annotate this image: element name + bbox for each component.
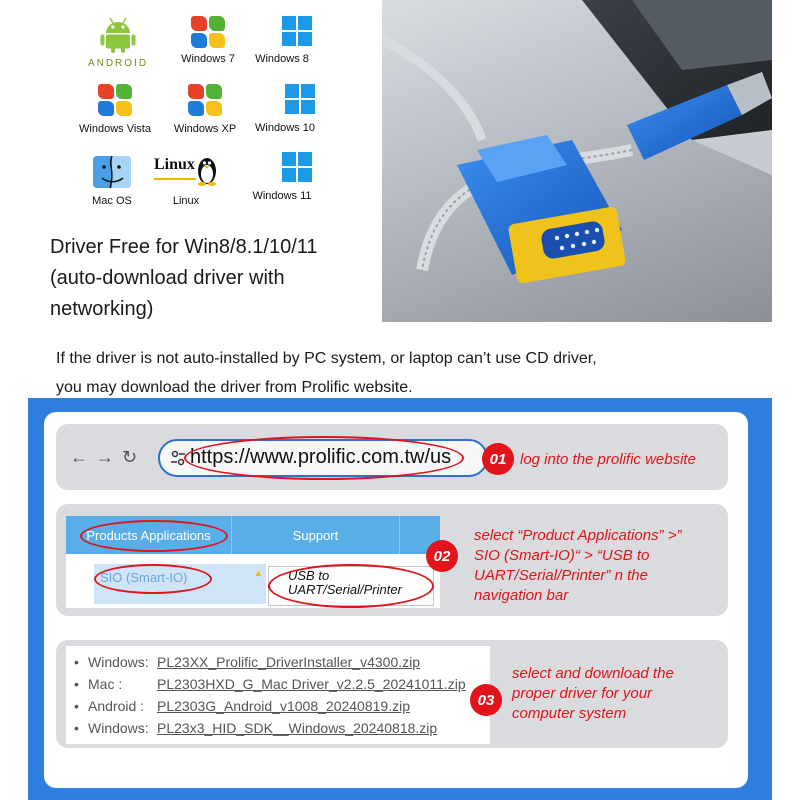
back-arrow-icon[interactable]: ←: [70, 447, 88, 467]
step-number-badge: 02: [426, 540, 458, 572]
linux-tux-icon: [196, 154, 218, 186]
windows-xp-icon: [188, 84, 222, 116]
uart-label-line: UART/Serial/Printer: [288, 582, 402, 597]
download-os: Android :: [88, 698, 145, 714]
submenu-sio-label[interactable]: SIO (Smart-IO): [100, 570, 188, 585]
os-windows-vista: [70, 80, 160, 142]
download-os: Windows:: [88, 654, 149, 670]
os-label: Windows 7: [181, 53, 235, 65]
sio-highlight: [94, 564, 212, 594]
bullet: •: [74, 654, 79, 670]
driver-free-line: networking): [50, 298, 154, 320]
bullet: •: [74, 676, 79, 692]
download-link[interactable]: PL2303G_Android_v1008_20240819.zip: [157, 698, 410, 714]
notice-line: you may download the driver from Prolific website.: [56, 379, 413, 396]
address-url[interactable]: https://www.prolific.com.tw/us: [190, 446, 452, 468]
windows7-icon: [191, 16, 225, 48]
step-number-badge: 01: [482, 443, 514, 475]
os-windows7: [168, 10, 248, 72]
step3-line: proper driver for your: [512, 685, 653, 702]
download-link[interactable]: PL23x3_HID_SDK__Windows_20240818.zip: [157, 720, 438, 736]
download-row: [66, 654, 490, 676]
os-label: Windows 11: [252, 190, 312, 202]
notice-line: If the driver is not auto-installed by PC system, or laptop can’t use CD driver,: [56, 350, 597, 367]
windows10-icon: [285, 84, 315, 114]
os-windows-xp: [160, 80, 250, 142]
mac-os-icon: [92, 154, 132, 190]
step3-line: select and download the: [512, 665, 674, 682]
os-label: Linux: [172, 195, 200, 207]
os-label: Windows XP: [173, 123, 237, 135]
step-number-badge: 03: [470, 684, 502, 716]
driver-download-list: [66, 646, 490, 744]
windows11-icon: [282, 152, 312, 182]
download-link[interactable]: PL2303HXD_G_Mac Driver_v2.2.5_20241011.zip: [157, 676, 466, 692]
driver-free-line: Driver Free for Win8/8.1/10/11: [50, 236, 318, 258]
driver-free-line: (auto-download driver with: [50, 267, 285, 289]
url-highlight: [184, 436, 464, 480]
submenu-arrow-icon: ▲: [254, 568, 263, 578]
download-os: Mac :: [88, 676, 123, 692]
driver-free-note: [50, 232, 380, 325]
step2-instruction: [474, 526, 681, 606]
step3-instruction: [512, 664, 674, 724]
download-row: [66, 676, 490, 698]
step1-instruction: log into the prolific website: [520, 451, 696, 468]
driver-download-notice: [56, 344, 597, 402]
product-photo: [382, 0, 772, 322]
download-link[interactable]: PL23XX_Prolific_DriverInstaller_v4300.zip: [157, 654, 421, 670]
download-row: [66, 698, 490, 720]
os-mac: [72, 152, 152, 214]
uart-highlight: [268, 564, 434, 608]
step3-line: computer system: [512, 705, 627, 722]
products-highlight: [80, 520, 228, 552]
android-icon: [98, 14, 138, 54]
linux-underline: [154, 178, 196, 180]
reload-icon[interactable]: ↻: [122, 447, 138, 467]
os-linux: [146, 152, 226, 214]
os-label: Windows Vista: [79, 123, 151, 135]
os-windows10: [240, 80, 330, 142]
windows-vista-icon: [98, 84, 132, 116]
step2-line: SIO (Smart-IO)“ > “USB to: [474, 547, 650, 564]
windows8-icon: [282, 16, 312, 46]
os-windows11: [242, 148, 322, 210]
download-os: Windows:: [88, 720, 149, 736]
os-windows8: [242, 10, 322, 72]
uart-label-line: USB to: [288, 568, 330, 583]
tab-products-applications[interactable]: Products Applications: [66, 516, 232, 554]
bullet: •: [74, 720, 79, 736]
tab-support[interactable]: Support: [232, 516, 400, 554]
step2-line: navigation bar: [474, 587, 569, 604]
os-label: Mac OS: [92, 195, 132, 207]
os-label: Windows 8: [255, 53, 309, 65]
bullet: •: [74, 698, 79, 714]
os-label: Windows 10: [255, 122, 315, 134]
forward-arrow-icon[interactable]: →: [96, 447, 114, 467]
step2-line: select “Product Applications” >”: [474, 527, 682, 544]
usb-to-serial-cable-image: [382, 0, 772, 322]
step2-line: UART/Serial/Printer” n the: [474, 567, 648, 584]
os-label: ANDROID: [87, 58, 149, 69]
linux-wordmark: Linux: [154, 156, 195, 173]
os-android: [78, 10, 158, 72]
download-row: [66, 720, 490, 742]
